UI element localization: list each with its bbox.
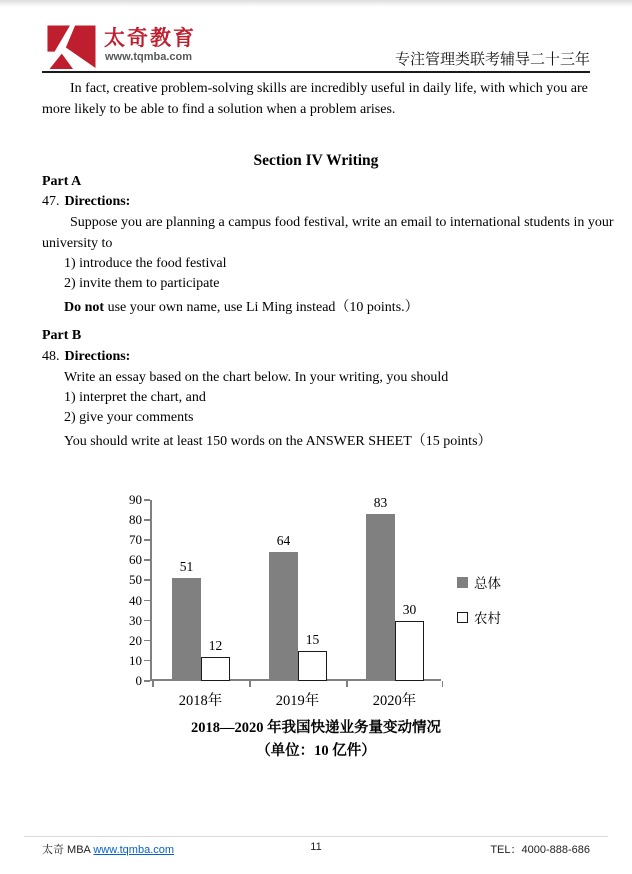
x-axis-tick bbox=[346, 681, 348, 687]
x-axis-tick bbox=[442, 681, 444, 687]
y-axis-labels bbox=[102, 492, 142, 688]
chart-title: 2018—2020 年我国快递业务量变动情况 bbox=[190, 720, 442, 736]
part-a-directions-line bbox=[42, 194, 130, 210]
bar-value-label: 83 bbox=[373, 495, 388, 511]
question-number: 48. bbox=[42, 349, 60, 364]
bar-value-label: 51 bbox=[179, 559, 194, 575]
y-tick-label: 60 bbox=[129, 552, 142, 568]
brand-url: www.tqmba.com bbox=[105, 51, 192, 63]
y-axis-tick bbox=[144, 499, 150, 501]
page-top-shadow bbox=[0, 0, 632, 7]
y-tick-label: 80 bbox=[129, 512, 142, 528]
header-divider bbox=[42, 71, 590, 73]
y-tick-label: 90 bbox=[129, 492, 142, 507]
part-a-note-bold: Do not bbox=[64, 300, 105, 315]
bar-value-label: 30 bbox=[402, 601, 417, 617]
footer-brand-text: 太奇 MBA bbox=[42, 844, 94, 856]
bar bbox=[201, 657, 230, 681]
y-tick-label: 30 bbox=[129, 612, 142, 628]
bar bbox=[366, 514, 395, 681]
legend-swatch bbox=[457, 577, 468, 588]
part-a-bullet-1: 1) introduce the food festival bbox=[64, 256, 227, 271]
page-number: 11 bbox=[310, 841, 322, 853]
y-tick-label: 10 bbox=[129, 652, 142, 668]
y-tick-label: 0 bbox=[135, 673, 142, 688]
bar bbox=[298, 651, 327, 681]
legend-label: 总体 bbox=[474, 576, 501, 591]
part-b-bullet-2: 2) give your comments bbox=[64, 410, 194, 425]
bar bbox=[172, 578, 201, 681]
part-b-directions-line bbox=[42, 349, 130, 365]
y-tick-label: 40 bbox=[129, 592, 142, 608]
bar bbox=[395, 621, 424, 681]
x-axis-tick bbox=[152, 681, 154, 687]
part-b-intro-line: Write an essay based on the chart below. In your writing, you should bbox=[64, 370, 449, 385]
bar-chart bbox=[102, 490, 572, 720]
legend-item bbox=[457, 607, 501, 627]
intro-line-1: In fact, creative problem-solving skills are incredibly useful in daily life, with which you are bbox=[70, 81, 588, 96]
part-a-intro-line-2: university to bbox=[42, 236, 113, 251]
y-tick-label: 20 bbox=[129, 632, 142, 648]
y-axis-tick bbox=[144, 680, 150, 682]
part-a-intro-line-1: Suppose you are planning a campus food festival, write an email to international students in your bbox=[70, 215, 614, 230]
y-axis-tick bbox=[144, 660, 150, 662]
chart-subtitle: （单位：10 亿件） bbox=[256, 743, 376, 759]
header-tagline: 专注管理类联考辅导二十三年 bbox=[394, 52, 590, 68]
section-title: Section IV Writing bbox=[253, 152, 379, 169]
bar-value-label: 12 bbox=[208, 637, 223, 653]
question-number: 47. bbox=[42, 194, 60, 209]
part-a-bullet-2: 2) invite them to participate bbox=[64, 276, 220, 291]
taiqi-logo-mark-icon bbox=[46, 24, 98, 70]
footer-website-link[interactable]: www.tqmba.com bbox=[93, 844, 175, 856]
y-axis-tick bbox=[144, 579, 150, 581]
y-axis-tick bbox=[144, 539, 150, 541]
directions-label: Directions: bbox=[64, 349, 131, 364]
legend-label: 农村 bbox=[474, 611, 501, 626]
x-category-label: 2019年 bbox=[275, 693, 320, 709]
part-a-note-rest: use your own name, use Li Ming instead（10 points.） bbox=[104, 300, 419, 315]
directions-label: Directions: bbox=[64, 194, 131, 209]
y-tick-label: 50 bbox=[129, 572, 142, 588]
part-b-bullet-1: 1) interpret the chart, and bbox=[64, 390, 206, 405]
intro-line-2: more likely to be able to find a solution when a problem arises. bbox=[42, 102, 396, 117]
legend-swatch bbox=[457, 612, 468, 623]
x-category-label: 2018年 bbox=[178, 693, 223, 709]
x-category-label: 2020年 bbox=[372, 693, 417, 709]
page-footer bbox=[0, 841, 632, 861]
footer-divider bbox=[24, 836, 608, 837]
bar-value-label: 15 bbox=[305, 631, 320, 647]
y-tick-label: 70 bbox=[129, 532, 142, 548]
chart-plot-area bbox=[150, 495, 441, 709]
part-a-note bbox=[64, 296, 419, 316]
part-b-heading: Part B bbox=[42, 328, 82, 343]
footer-telephone: TEL：4000-888-686 bbox=[490, 844, 590, 856]
x-axis-tick bbox=[249, 681, 251, 687]
y-axis-tick bbox=[144, 519, 150, 521]
bar bbox=[269, 552, 298, 681]
legend-item bbox=[457, 572, 501, 592]
y-axis-tick bbox=[144, 620, 150, 622]
y-axis-tick bbox=[144, 559, 150, 561]
bar-value-label: 64 bbox=[276, 533, 291, 549]
brand-name: 太奇教育 bbox=[104, 27, 196, 50]
chart-legend bbox=[457, 572, 501, 642]
y-axis-tick bbox=[144, 640, 150, 642]
part-a-heading: Part A bbox=[42, 174, 82, 189]
y-axis-tick bbox=[144, 600, 150, 602]
part-b-closing: You should write at least 150 words on the ANSWER SHEET（15 points） bbox=[64, 434, 492, 449]
